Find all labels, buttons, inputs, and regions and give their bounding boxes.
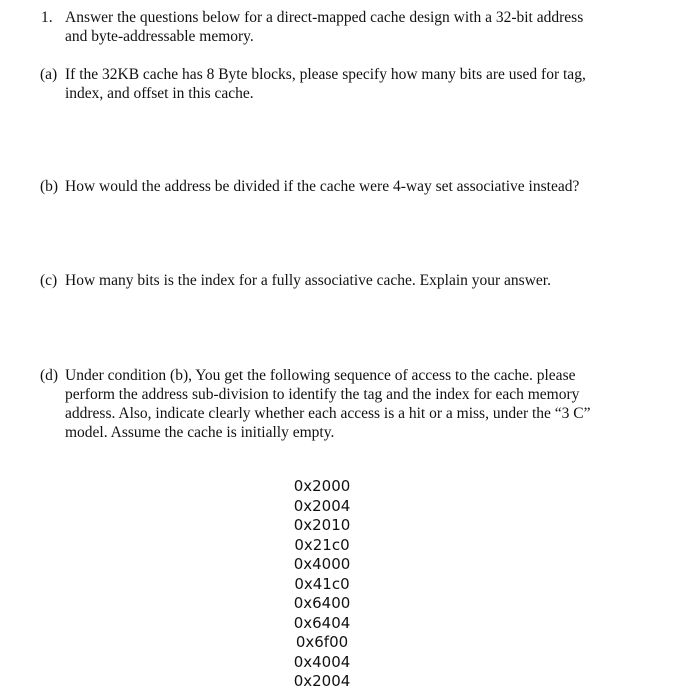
part-b-line: How would the address be divided if the cache were 4-way set associative instead? [65, 178, 580, 195]
part-d-text [65, 366, 591, 442]
part-d-label: (d) [40, 367, 59, 384]
question-intro-line: and byte-addressable memory. [65, 28, 254, 45]
part-c-text [65, 271, 551, 290]
part-b-label: (b) [40, 178, 59, 195]
part-c-label: (c) [40, 272, 58, 289]
address-item: 0x6f00 [295, 633, 349, 651]
address-item: 0x2004 [293, 672, 351, 690]
address-item: 0x2010 [293, 516, 351, 534]
address-item: 0x2004 [293, 496, 351, 515]
address-item: 0x6404 [293, 613, 351, 632]
address-item: 0x6400 [293, 594, 351, 612]
address-item: 0x4000 [293, 555, 351, 573]
address-sequence [289, 477, 355, 692]
part-a-line: index, and offset in this cache. [65, 85, 254, 102]
question-number: 1. [41, 9, 53, 26]
address-item: 0x21c0 [294, 535, 350, 554]
address-item: 0x4004 [293, 652, 351, 671]
part-d-line: model. Assume the cache is initially empty. [65, 424, 335, 441]
question-intro [65, 8, 583, 46]
address-item: 0x2000 [293, 477, 351, 495]
part-d-line: perform the address sub-division to identify the tag and the index for each memory [65, 386, 580, 403]
part-c-line: How many bits is the index for a fully associative cache. Explain your answer. [65, 272, 551, 289]
question-intro-line: Answer the questions below for a direct-mapped cache design with a 32-bit address [65, 9, 584, 26]
part-a-label: (a) [40, 66, 58, 83]
part-d-line: address. Also, indicate clearly whether each access is a hit or a miss, under the “3 C” [65, 405, 591, 422]
address-item: 0x41c0 [294, 574, 350, 593]
part-a-text [65, 65, 586, 103]
part-a-line: If the 32KB cache has 8 Byte blocks, please specify how many bits are used for tag, [65, 66, 586, 83]
part-b-text [65, 177, 579, 196]
part-d-line: Under condition (b), You get the following sequence of access to the cache. please [65, 367, 576, 384]
